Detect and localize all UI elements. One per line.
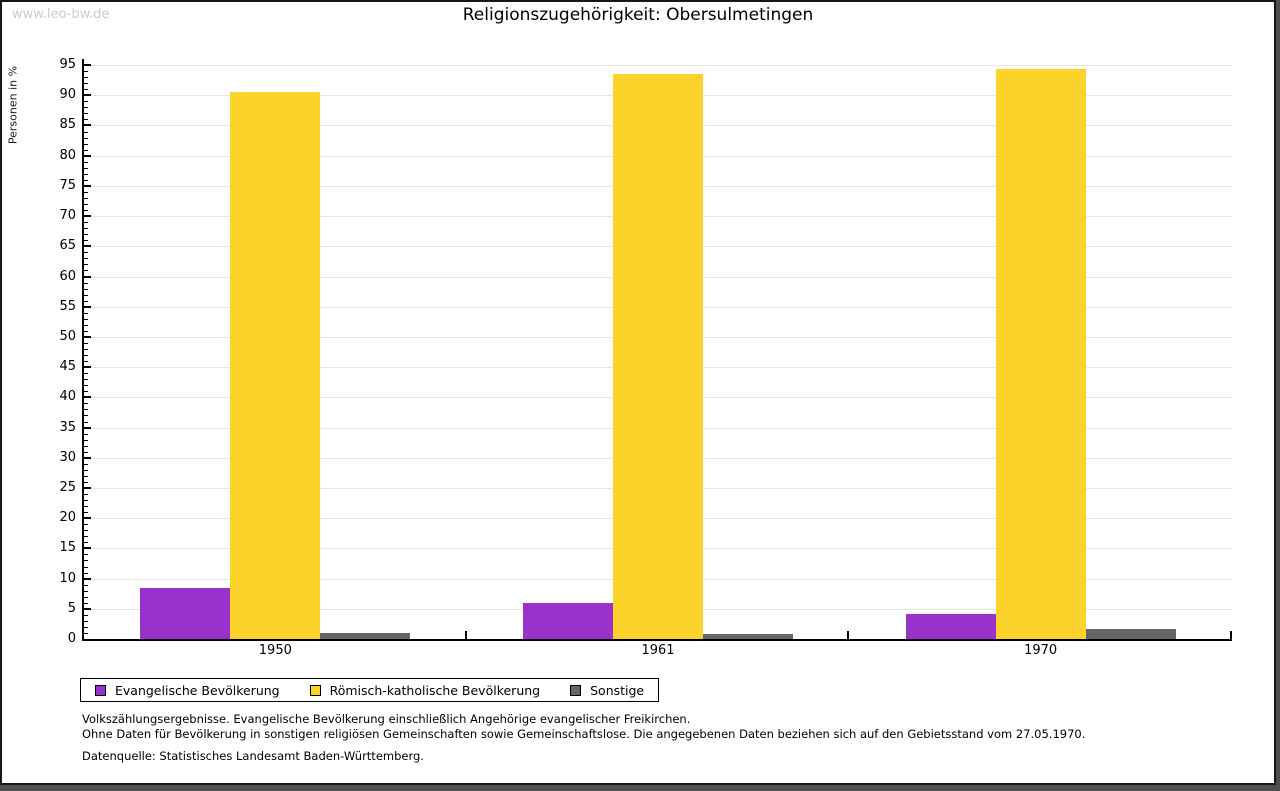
y-minor-tick-6: [84, 603, 88, 604]
legend-item-katholisch: [310, 683, 541, 698]
y-tick-label-5: 5: [67, 600, 76, 616]
y-tick-label-25: 25: [59, 479, 76, 495]
y-tick-label-55: 55: [59, 298, 76, 314]
y-major-tick-80: [84, 155, 91, 157]
x-category-label-1970: 1970: [1024, 643, 1058, 658]
bar-1950-1: [230, 92, 320, 639]
y-minor-tick-26: [84, 482, 88, 483]
y-minor-tick-2: [84, 627, 88, 628]
y-minor-tick-82: [84, 144, 88, 145]
y-minor-tick-16: [84, 542, 88, 543]
y-tick-label-40: 40: [59, 389, 76, 405]
bar-1961-1: [613, 74, 703, 639]
y-minor-tick-78: [84, 168, 88, 169]
y-tick-label-45: 45: [59, 359, 76, 375]
y-major-tick-10: [84, 578, 91, 580]
y-minor-tick-23: [84, 500, 88, 501]
y-minor-tick-39: [84, 403, 88, 404]
y-minor-tick-88: [84, 107, 88, 108]
y-minor-tick-3: [84, 621, 88, 622]
y-minor-tick-86: [84, 119, 88, 120]
y-tick-label-70: 70: [59, 208, 76, 224]
legend-swatch-sonstige: [570, 685, 581, 696]
y-minor-tick-22: [84, 506, 88, 507]
y-minor-tick-92: [84, 83, 88, 84]
y-minor-tick-33: [84, 440, 88, 441]
footnotes: [82, 712, 1085, 741]
page-title: Religionszugehörigkeit: Obersulmetingen: [462, 5, 814, 25]
y-tick-label-60: 60: [59, 268, 76, 284]
x-category-label-1950: 1950: [258, 643, 292, 658]
y-minor-tick-46: [84, 361, 88, 362]
y-minor-tick-51: [84, 331, 88, 332]
y-minor-tick-18: [84, 530, 88, 531]
y-minor-tick-43: [84, 379, 88, 380]
y-minor-tick-83: [84, 138, 88, 139]
watermark: www.leo-bw.de: [12, 7, 110, 22]
y-minor-tick-13: [84, 560, 88, 561]
y-minor-tick-19: [84, 524, 88, 525]
y-minor-tick-91: [84, 89, 88, 90]
legend-swatch-evangelisch: [95, 685, 106, 696]
y-minor-tick-72: [84, 204, 88, 205]
y-major-tick-65: [84, 245, 91, 247]
y-tick-label-20: 20: [59, 510, 76, 526]
y-minor-tick-24: [84, 494, 88, 495]
y-major-tick-85: [84, 124, 91, 126]
legend-label-evangelisch: Evangelische Bevölkerung: [115, 682, 280, 698]
y-minor-tick-84: [84, 132, 88, 133]
y-minor-tick-37: [84, 415, 88, 416]
y-major-tick-15: [84, 547, 91, 549]
y-tick-label-90: 90: [59, 87, 76, 103]
x-category-label-1961: 1961: [641, 643, 675, 658]
bar-1970-1: [996, 69, 1086, 639]
y-minor-tick-56: [84, 301, 88, 302]
y-major-tick-70: [84, 215, 91, 217]
y-tick-label-65: 65: [59, 238, 76, 254]
y-minor-tick-34: [84, 434, 88, 435]
y-minor-tick-14: [84, 554, 88, 555]
y-tick-label-50: 50: [59, 328, 76, 344]
bar-1950-2: [320, 633, 410, 639]
legend-label-sonstige: Sonstige: [590, 682, 645, 698]
y-minor-tick-53: [84, 319, 88, 320]
y-minor-tick-76: [84, 180, 88, 181]
x-boundary-tick-2: [847, 631, 849, 639]
y-minor-tick-74: [84, 192, 88, 193]
y-minor-tick-81: [84, 150, 88, 151]
y-minor-tick-58: [84, 289, 88, 290]
y-minor-tick-41: [84, 391, 88, 392]
y-minor-tick-21: [84, 512, 88, 513]
bar-1970-2: [1086, 629, 1176, 639]
y-major-tick-95: [84, 64, 91, 66]
y-minor-tick-42: [84, 385, 88, 386]
y-minor-tick-68: [84, 228, 88, 229]
y-minor-tick-54: [84, 313, 88, 314]
y-minor-tick-28: [84, 470, 88, 471]
y-tick-label-15: 15: [59, 540, 76, 556]
y-major-tick-55: [84, 306, 91, 308]
y-minor-tick-69: [84, 222, 88, 223]
bar-1961-0: [523, 603, 613, 639]
y-minor-tick-64: [84, 252, 88, 253]
y-minor-tick-57: [84, 295, 88, 296]
y-major-tick-75: [84, 185, 91, 187]
y-minor-tick-29: [84, 464, 88, 465]
y-major-tick-50: [84, 336, 91, 338]
bar-1950-0: [140, 588, 230, 639]
y-minor-tick-73: [84, 198, 88, 199]
y-tick-label-35: 35: [59, 419, 76, 435]
legend-label-katholisch: Römisch-katholische Bevölkerung: [329, 682, 541, 698]
y-major-tick-5: [84, 608, 91, 610]
y-major-tick-90: [84, 94, 91, 96]
y-major-tick-20: [84, 517, 91, 519]
y-minor-tick-47: [84, 355, 88, 356]
y-minor-tick-79: [84, 162, 88, 163]
plot-area: [59, 57, 1232, 658]
y-minor-tick-61: [84, 270, 88, 271]
y-minor-tick-1: [84, 633, 88, 634]
y-minor-tick-32: [84, 446, 88, 447]
y-major-tick-25: [84, 487, 91, 489]
data-source: Datenquelle: Statistisches Landesamt Baden-Württemberg.: [82, 749, 424, 763]
y-minor-tick-66: [84, 240, 88, 241]
y-tick-label-80: 80: [59, 147, 76, 163]
y-minor-tick-36: [84, 422, 88, 423]
y-minor-tick-9: [84, 585, 88, 586]
y-minor-tick-12: [84, 567, 88, 568]
y-major-tick-60: [84, 276, 91, 278]
y-axis-label: Personen in %: [6, 65, 20, 145]
y-tick-label-10: 10: [59, 570, 76, 586]
bar-1970-0: [906, 614, 996, 639]
y-minor-tick-71: [84, 210, 88, 211]
y-minor-tick-52: [84, 325, 88, 326]
y-tick-label-85: 85: [59, 117, 76, 133]
y-minor-tick-7: [84, 597, 88, 598]
y-minor-tick-48: [84, 349, 88, 350]
legend: [80, 678, 659, 702]
y-major-tick-40: [84, 396, 91, 398]
y-minor-tick-8: [84, 591, 88, 592]
y-minor-tick-11: [84, 573, 88, 574]
footnote-line-1: Volkszählungsergebnisse. Evangelische Bevölkerung einschließlich Angehörige evangelischer Freikirchen.: [82, 712, 691, 726]
y-minor-tick-94: [84, 71, 88, 72]
y-minor-tick-77: [84, 174, 88, 175]
y-minor-tick-4: [84, 615, 88, 616]
legend-item-sonstige: [570, 683, 644, 698]
gridline-95: [84, 65, 1232, 66]
y-minor-tick-93: [84, 77, 88, 78]
y-tick-label-0: 0: [67, 631, 76, 646]
y-minor-tick-59: [84, 283, 88, 284]
y-minor-tick-27: [84, 476, 88, 477]
y-minor-tick-87: [84, 113, 88, 114]
x-boundary-tick-3: [1230, 631, 1232, 639]
y-minor-tick-17: [84, 536, 88, 537]
y-tick-label-75: 75: [59, 177, 76, 193]
y-minor-tick-38: [84, 409, 88, 410]
y-tick-label-95: 95: [59, 57, 76, 73]
y-minor-tick-44: [84, 373, 88, 374]
legend-swatch-katholisch: [310, 685, 321, 696]
y-major-tick-30: [84, 457, 91, 459]
y-major-tick-35: [84, 427, 91, 429]
bar-1961-2: [703, 634, 793, 639]
y-minor-tick-63: [84, 258, 88, 259]
y-minor-tick-67: [84, 234, 88, 235]
legend-item-evangelisch: [95, 683, 280, 698]
y-minor-tick-89: [84, 101, 88, 102]
y-minor-tick-31: [84, 452, 88, 453]
y-tick-label-30: 30: [59, 449, 76, 465]
y-major-tick-45: [84, 366, 91, 368]
y-minor-tick-62: [84, 264, 88, 265]
x-boundary-tick-1: [465, 631, 467, 639]
footnote-line-2: Ohne Daten für Bevölkerung in sonstigen religiösen Gemeinschaften sowie Gemeinschaftslose. Die angegebenen Daten beziehen sich auf den Gebietsstand vom 27.05.1970.: [82, 726, 1086, 741]
y-minor-tick-49: [84, 343, 88, 344]
